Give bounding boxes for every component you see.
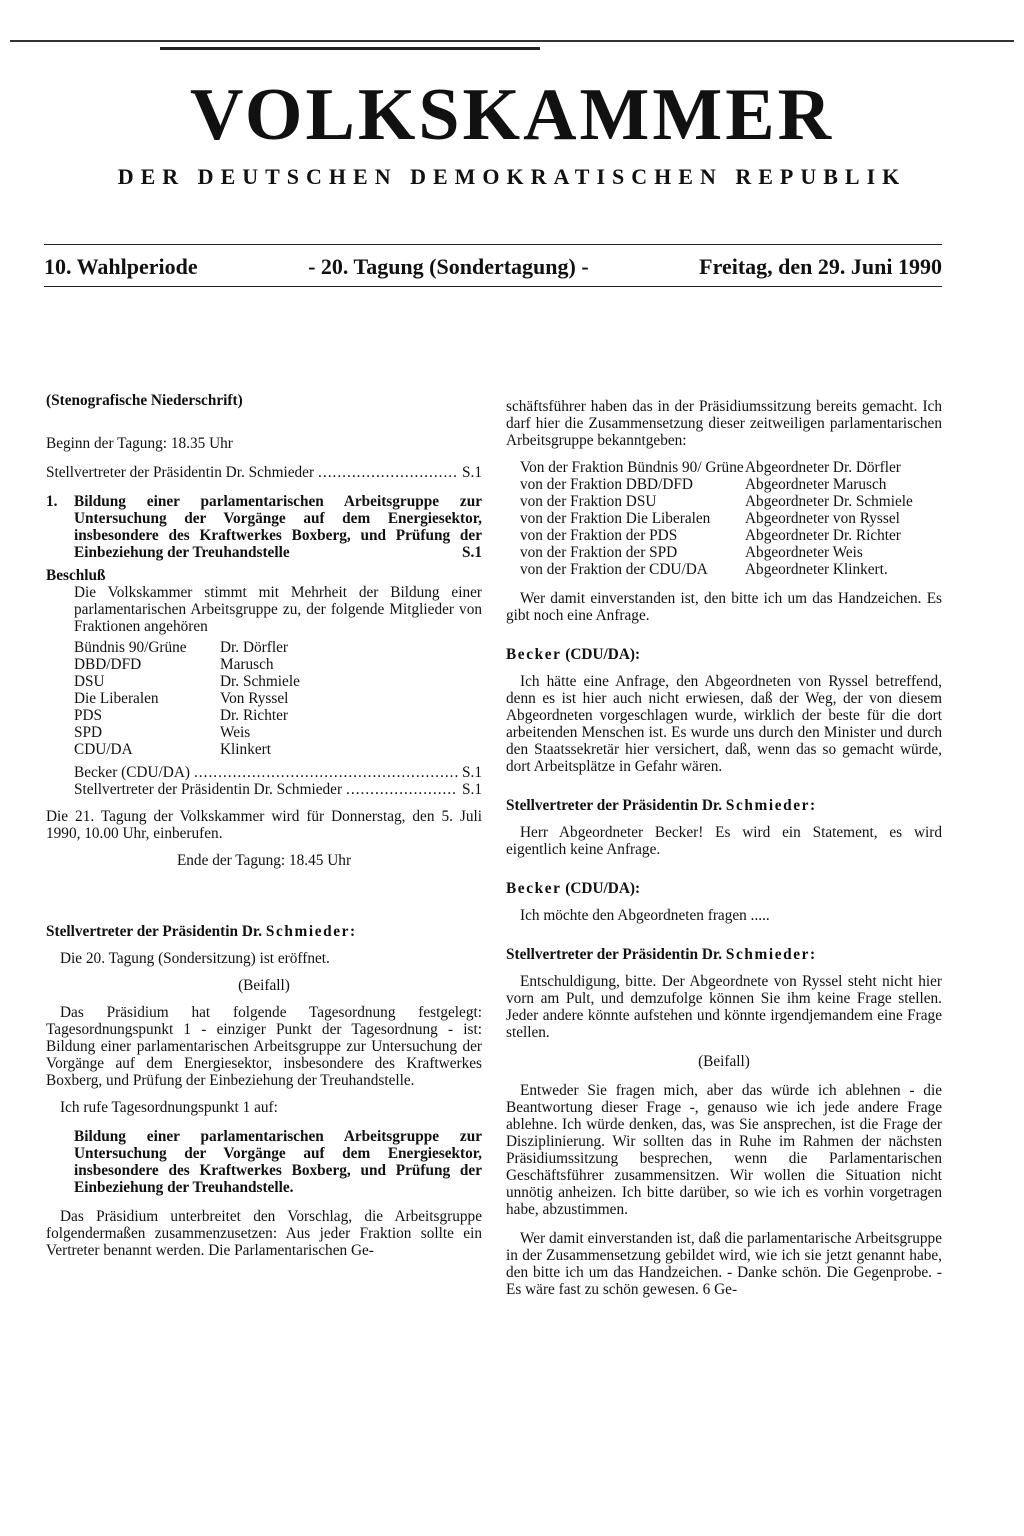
speaker-surname: Schmieder:	[725, 946, 817, 963]
header-rule-bottom	[44, 286, 942, 287]
speaker-role: Stellvertreter der Präsidentin Dr.	[46, 923, 266, 940]
member-name: Dr. Schmiele	[220, 673, 300, 690]
speech-paragraph: Wer damit einverstanden ist, den bitte ich um das Handzeichen. Es gibt noch eine Anfrage.	[506, 590, 942, 624]
toc-entry-page: S.1	[462, 764, 482, 781]
group-member: Abgeordneter Marusch	[745, 476, 887, 493]
group-member: Abgeordneter von Ryssel	[745, 510, 900, 527]
speaker-surname: Becker	[506, 880, 562, 897]
speech-paragraph: Ich hätte eine Anfrage, den Abgeordneten von Ryssel betreffend, denn es ist hier auch nicht erwiesen, daß der Weg, der von diesem Abgeordneten vorgeschlagen wurde, wirklich der beste für die dort arbeitenden Menschen ist. Es wurde uns durch den Minister und durch den Staatssekretär hier versichert, daß, wenn das so gemacht würde, dort Arbeitsplätze in Gefahr wären.	[506, 673, 942, 775]
toc-entry-text: Stellvertreter der Präsidentin Dr. Schmieder	[46, 464, 315, 481]
member-faction: Die Liberalen	[74, 690, 159, 707]
speaker-heading	[506, 880, 942, 897]
members-list	[74, 639, 482, 758]
applause-note: (Beifall)	[698, 1053, 750, 1070]
toc-leader-dots	[194, 764, 458, 781]
group-faction: von der Fraktion DSU	[520, 493, 657, 510]
member-faction: SPD	[74, 724, 103, 741]
resolution-text: Die Volkskammer stimmt mit Mehrheit der Bildung einer parlamentarischen Arbeitsgruppe zu, der folgende Mitglieder von Fraktionen angehören	[74, 584, 482, 635]
toc-leader-dots	[318, 464, 458, 481]
group-member: Abgeordneter Dr. Dörfler	[745, 459, 901, 476]
speaker-role: Stellvertreter der Präsidentin Dr.	[506, 797, 726, 814]
steno-heading: (Stenografische Niederschrift)	[46, 392, 243, 409]
left-column	[46, 392, 482, 1259]
session-start: Beginn der Tagung: 18.35 Uhr	[46, 435, 233, 452]
group-faction: von der Fraktion der CDU/DA	[520, 561, 708, 578]
header-rule-top	[44, 244, 942, 245]
member-faction: DBD/DFD	[74, 656, 142, 673]
resolution-heading: Beschluß	[46, 567, 106, 584]
speaker-role: Stellvertreter der Präsidentin Dr.	[506, 946, 726, 963]
speech-paragraph: Ich rufe Tagesordnungspunkt 1 auf:	[60, 1099, 278, 1116]
speaker-heading	[506, 797, 942, 814]
masthead-title: VOLKSKAMMER	[189, 74, 835, 156]
member-name: Dr. Richter	[220, 707, 288, 724]
speech-paragraph: Das Präsidium unterbreitet den Vorschlag, die Arbeitsgruppe folgendermaßen zusammenzusetzen: Aus jeder Fraktion sollte ein Vertreter benannt werden. Die Parlamentarischen Ge-	[46, 1208, 482, 1259]
toc-entry-text: Becker (CDU/DA)	[74, 764, 190, 781]
toc-entry	[74, 764, 482, 781]
speech-paragraph: Wer damit einverstanden ist, daß die parlamentarische Arbeitsgruppe in der Zusammensetzung gebildet wird, wie ich sie jetzt genannt habe, den bitte ich um das Handzeichen. - Danke schön. Die Gegenprobe. - Es wäre fast zu schön gewesen. 6 Ge-	[506, 1230, 942, 1298]
toc-entry-page: S.1	[462, 464, 482, 481]
speaker-party: (CDU/DA):	[561, 646, 641, 663]
toc-entry	[46, 464, 482, 481]
toc-entry-page: S.1	[462, 781, 482, 798]
member-name: Marusch	[220, 656, 274, 673]
speaker-surname: Becker	[506, 646, 562, 663]
scan-edge-line	[160, 47, 540, 50]
group-member: Abgeordneter Weis	[745, 544, 863, 561]
speaker-party: (CDU/DA):	[561, 880, 641, 897]
agenda-item-page: S.1	[462, 544, 482, 561]
session-title: - 20. Tagung (Sondertagung) -	[308, 254, 589, 279]
speaker-heading	[506, 946, 942, 963]
speech-paragraph: Herr Abgeordneter Becker! Es wird ein Statement, es wird eigentlich keine Anfrage.	[506, 824, 942, 858]
group-member: Abgeordneter Dr. Richter	[745, 527, 901, 544]
member-name: Klinkert	[220, 741, 271, 758]
toc-leader-dots	[346, 781, 458, 798]
group-faction: von der Fraktion Die Liberalen	[520, 510, 711, 527]
speech-paragraph: schäftsführer haben das in der Präsidiumssitzung bereits gemacht. Ich darf hier die Zusammensetzung dieser zeitweiligen parlamentarischen Arbeitsgruppe bekanntgeben:	[506, 398, 942, 449]
member-faction: DSU	[74, 673, 105, 690]
speech-paragraph: Ich möchte den Abgeordneten fragen .....	[520, 907, 770, 924]
speech-paragraph: Das Präsidium hat folgende Tagesordnung festgelegt: Tagesordnungspunkt 1 - einziger Punkt der Tagesordnung - ist: Bildung einer parlamentarischen Arbeitsgruppe zur Untersuchung der Vorgänge auf dem Energiesektor, insbesondere des Kraftwerkes Boxberg, und Prüfung der Einbeziehung der Treuhandstelle.	[46, 1004, 482, 1089]
applause-note: (Beifall)	[238, 977, 290, 994]
session-line	[44, 254, 942, 280]
member-name: Dr. Dörfler	[220, 639, 288, 656]
group-faction: von der Fraktion DBD/DFD	[520, 476, 693, 493]
group-faction: Von der Fraktion Bündnis 90/ Grüne	[520, 459, 744, 476]
next-session-note: Die 21. Tagung der Volkskammer wird für Donnerstag, den 5. Juli 1990, 10.00 Uhr, einberufen.	[46, 808, 482, 842]
speaker-heading	[506, 646, 942, 663]
right-column	[506, 398, 942, 1298]
speech-paragraph: Entweder Sie fragen mich, aber das würde ich ablehnen - die Beantwortung dieser Frage -, genauso wie ich jede andere Frage ablehne. Ich würde denken, das, was Sie ansprechen, ist die Frage der Disziplinierung. Wir sollten das in Ruhe im Rahmen der nächsten Präsidiumssitzung besprechen, wenn die Parlamentarischen Geschäftsführer zusammensitzen. Wir wollen die Situation nicht unnötig anheizen. Ich bitte darüber, so wie ich es vorhin vorgetragen habe, abzustimmen.	[506, 1082, 942, 1218]
member-name: Weis	[220, 724, 251, 741]
group-faction: von der Fraktion der PDS	[520, 527, 678, 544]
speaker-surname: Schmieder:	[265, 923, 357, 940]
session-date: Freitag, den 29. Juni 1990	[699, 254, 942, 279]
toc-entry	[74, 781, 482, 798]
member-faction: CDU/DA	[74, 741, 133, 758]
agenda-item	[46, 493, 482, 561]
scan-edge-line	[10, 40, 1014, 46]
speech-paragraph: Die 20. Tagung (Sondersitzung) ist eröffnet.	[60, 950, 330, 967]
masthead-subtitle: DER DEUTSCHEN DEMOKRATISCHEN REPUBLIK	[117, 164, 907, 189]
agenda-item-text: Bildung einer parlamentarischen Arbeitsgruppe zur Untersuchung der Vorgänge auf dem Energiesektor, insbesondere des Kraftwerkes Boxberg, und Prüfung der Einbeziehung der Treuhandstelle	[74, 493, 482, 561]
toc-entry-text: Stellvertreter der Präsidentin Dr. Schmieder	[74, 781, 343, 798]
agenda-quote: Bildung einer parlamentarischen Arbeitsgruppe zur Untersuchung der Vorgänge auf dem Energiesektor, insbesondere des Kraftwerkes Boxberg, und Prüfung der Einbeziehung der Treuhandstelle.	[74, 1128, 482, 1196]
speaker-surname: Schmieder:	[725, 797, 817, 814]
member-faction: PDS	[74, 707, 103, 724]
speech-paragraph: Entschuldigung, bitte. Der Abgeordnete von Ryssel steht nicht hier vorn am Pult, und demzufolge können Sie ihm keine Frage stellen. Jeder andere könnte aufstehen und könnte irgendjemandem eine Frage stellen.	[506, 973, 942, 1041]
member-faction: Bündnis 90/Grüne	[74, 639, 187, 656]
group-faction: von der Fraktion der SPD	[520, 544, 678, 561]
session-end: Ende der Tagung: 18.45 Uhr	[176, 852, 352, 869]
speaker-heading	[46, 923, 482, 940]
working-group-list	[520, 459, 942, 578]
agenda-item-number: 1.	[46, 493, 58, 510]
member-name: Von Ryssel	[220, 690, 289, 707]
group-member: Abgeordneter Dr. Schmiele	[745, 493, 913, 510]
legislative-period: 10. Wahlperiode	[44, 254, 198, 279]
group-member: Abgeordneter Klinkert.	[745, 561, 888, 578]
